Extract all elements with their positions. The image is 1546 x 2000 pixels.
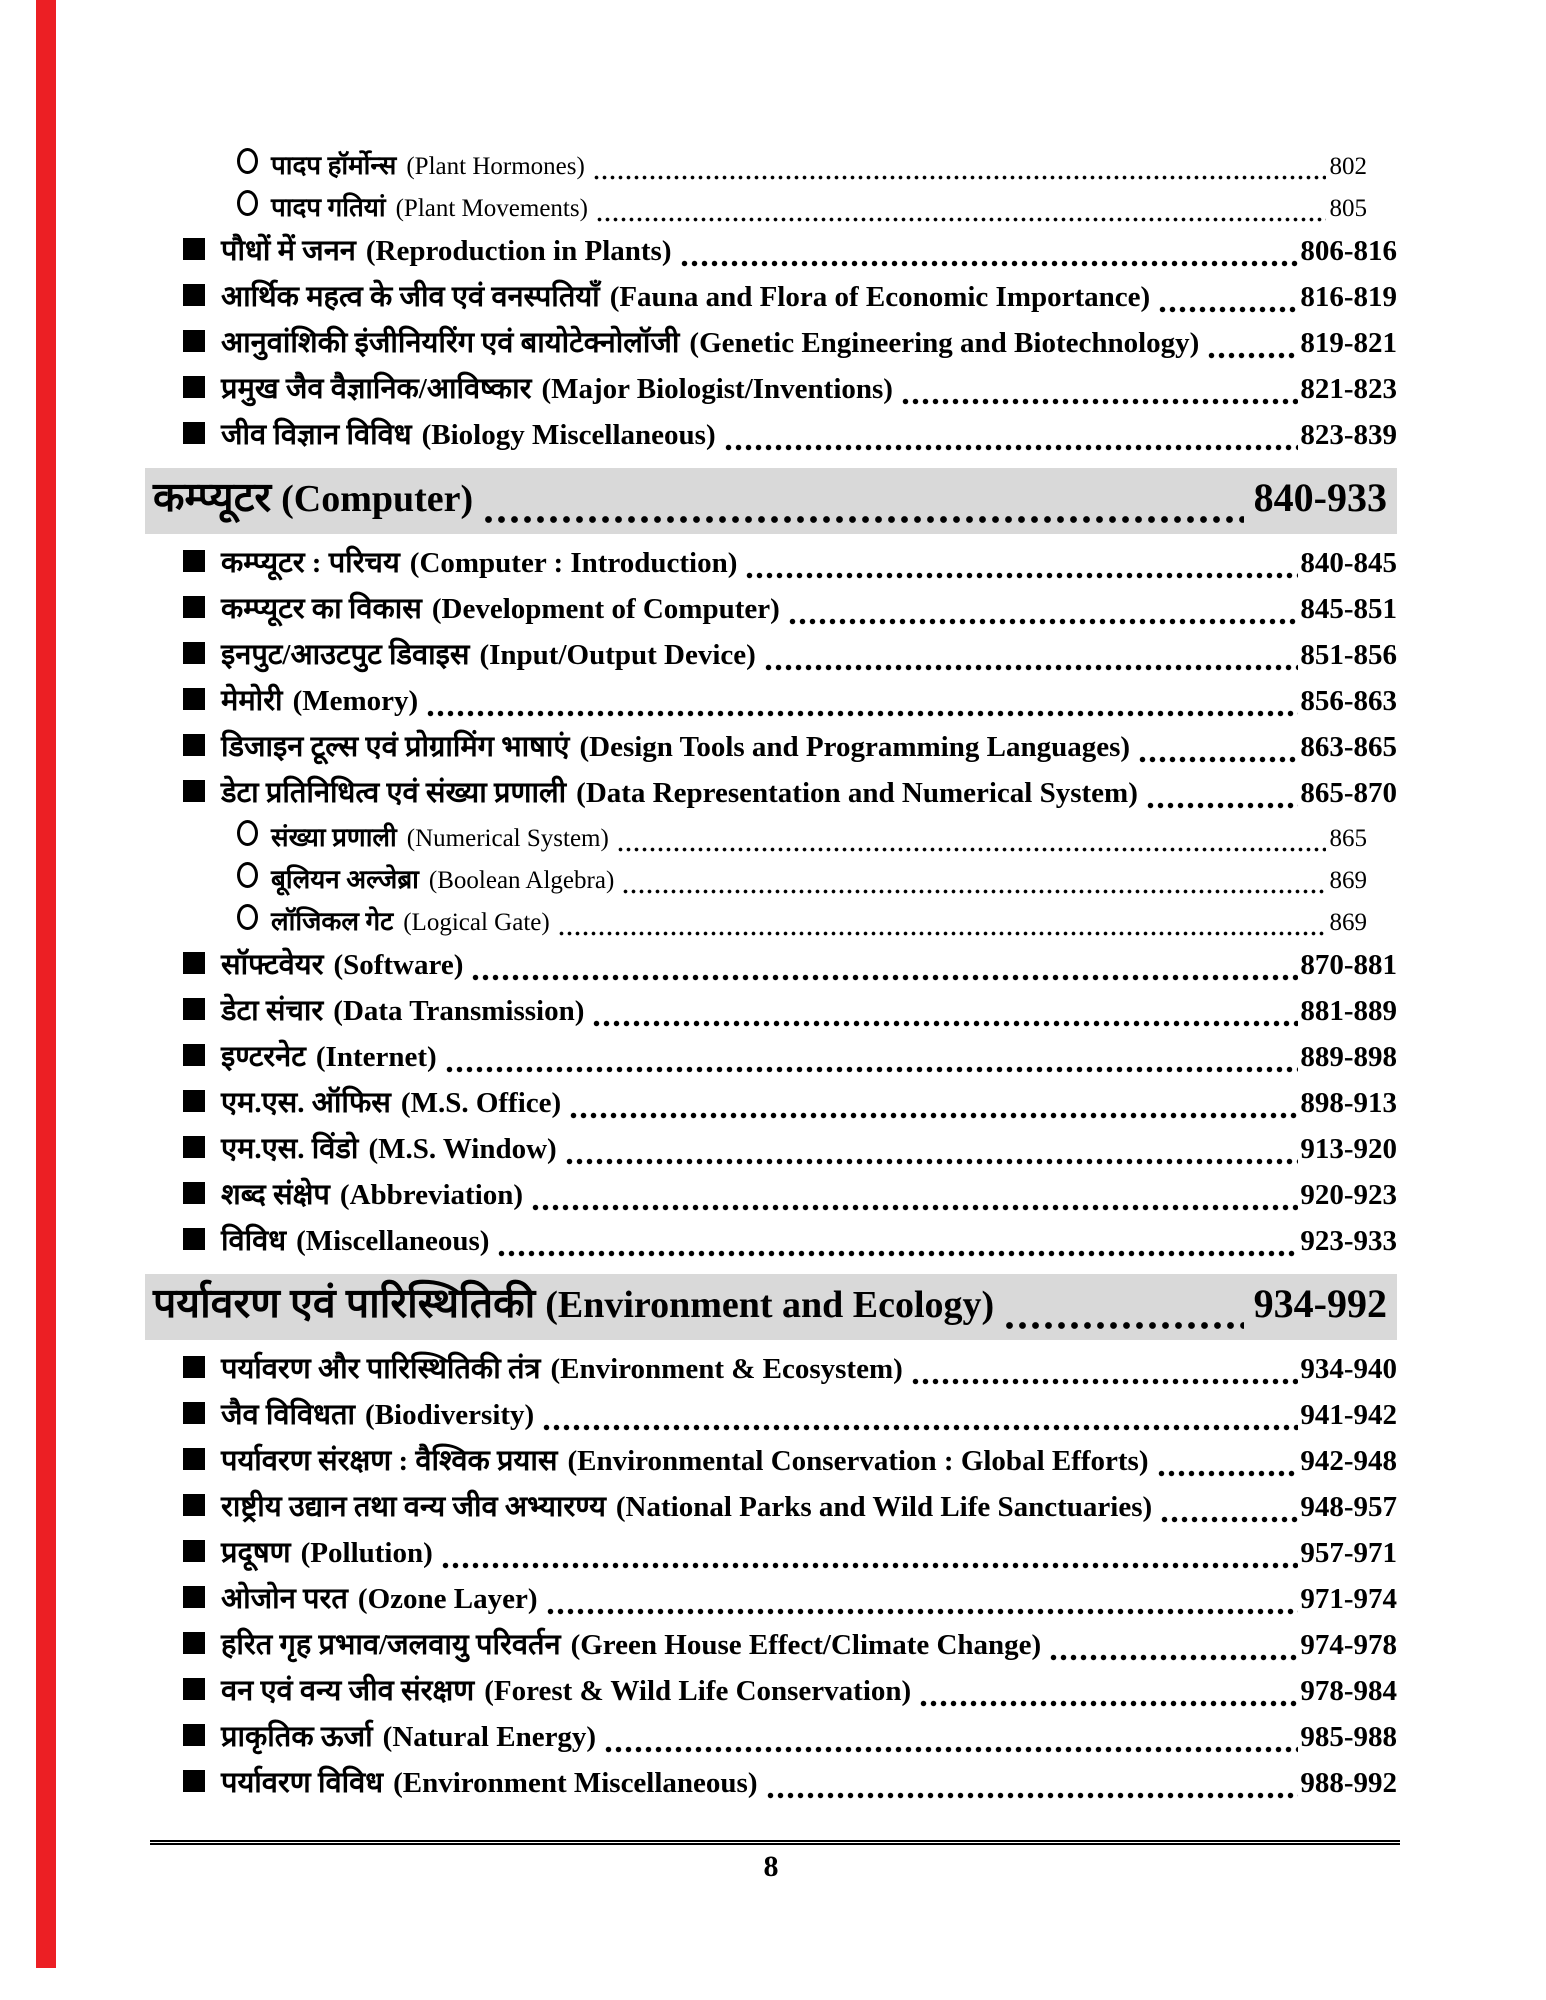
entry-hindi-label: प्रदूषण — [221, 1537, 291, 1569]
entry-page-range: 823-839 — [1300, 419, 1397, 451]
square-bullet-icon — [183, 593, 221, 626]
entry-page-range: 840-933 — [1253, 475, 1387, 520]
dotted-leader — [497, 1249, 1298, 1258]
square-bullet-icon — [183, 1399, 221, 1432]
entry-english-label: (Input/Output Device) — [479, 639, 756, 671]
dotted-leader — [565, 1157, 1299, 1166]
toc-entry-row — [145, 902, 1397, 944]
square-bullet-icon — [183, 777, 221, 810]
entry-hindi-label: डेटा संचार — [221, 995, 324, 1027]
entry-english-label: (Green House Effect/Climate Change) — [570, 1629, 1042, 1661]
footer-rule — [150, 1840, 1400, 1845]
dotted-leader — [766, 1791, 1299, 1800]
entry-hindi-label: कम्प्यूटर का विकास — [221, 593, 422, 625]
entry-page-range: 934-992 — [1253, 1281, 1387, 1326]
toc-entry-row — [145, 1348, 1397, 1394]
entry-page-range: 934-940 — [1300, 1353, 1397, 1385]
dotted-leader — [569, 1111, 1298, 1120]
entry-english-label: (Internet) — [315, 1041, 437, 1073]
entry-hindi-label: सॉफ्टवेयर — [221, 949, 324, 981]
entry-hindi-label: जैव विविधता — [221, 1399, 356, 1431]
toc-entry-row — [145, 368, 1397, 414]
entry-page-range: 819-821 — [1300, 327, 1397, 359]
entry-hindi-label: पर्यावरण एवं पारिस्थितिकी — [153, 1280, 536, 1326]
dotted-leader — [592, 1019, 1298, 1028]
entry-hindi-label: प्रमुख जैव वैज्ञानिक/आविष्कार — [221, 373, 532, 405]
dotted-leader — [919, 1699, 1298, 1708]
entry-hindi-label: विविध — [221, 1225, 287, 1257]
entry-page-range: 923-933 — [1300, 1225, 1397, 1257]
toc-entry-row — [145, 276, 1397, 322]
dotted-leader — [911, 1377, 1299, 1386]
entry-hindi-label: पर्यावरण संरक्षण : वैश्विक प्रयास — [221, 1445, 558, 1477]
entry-page-range: 845-851 — [1300, 593, 1397, 625]
toc-entry-row — [145, 1578, 1397, 1624]
dotted-leader — [680, 259, 1299, 268]
entry-english-label: (Software) — [333, 949, 464, 981]
entry-hindi-label: पर्यावरण और पारिस्थितिकी तंत्र — [221, 1353, 541, 1385]
entry-hindi-label: एम.एस. ऑफिस — [221, 1087, 391, 1119]
square-bullet-icon — [183, 1225, 221, 1258]
entry-page-range: 948-957 — [1300, 1491, 1397, 1523]
entry-english-label: (Memory) — [292, 685, 419, 717]
page-number: 8 — [763, 1850, 779, 1883]
entry-page-range: 941-942 — [1300, 1399, 1397, 1431]
dotted-leader — [483, 514, 1243, 525]
square-bullet-icon — [183, 327, 221, 360]
entry-english-label: (Biodiversity) — [365, 1399, 535, 1431]
toc-entry-row — [145, 1670, 1397, 1716]
toc-entry-row — [145, 146, 1397, 188]
toc-entry-row — [145, 1036, 1397, 1082]
entry-hindi-label: पर्यावरण विविध — [221, 1767, 384, 1799]
entry-english-label: (Major Biologist/Inventions) — [541, 373, 893, 405]
toc-entry-row — [145, 588, 1397, 634]
dotted-leader — [531, 1203, 1298, 1212]
entry-page-range: 978-984 — [1300, 1675, 1397, 1707]
dotted-leader — [542, 1423, 1298, 1432]
entry-english-label: (Natural Energy) — [382, 1721, 597, 1753]
entry-hindi-label: आनुवांशिकी इंजीनियरिंग एवं बायोटेक्नोलॉजी — [221, 327, 680, 359]
square-bullet-icon — [183, 1537, 221, 1570]
dotted-leader — [471, 973, 1298, 982]
square-bullet-icon — [183, 1675, 221, 1708]
entry-page-range: 856-863 — [1300, 685, 1397, 717]
entry-english-label: (M.S. Window) — [368, 1133, 557, 1165]
entry-page-range: 889-898 — [1300, 1041, 1397, 1073]
square-bullet-icon — [183, 1133, 221, 1166]
toc-entry-row — [145, 1762, 1397, 1808]
square-bullet-icon — [183, 1767, 221, 1800]
entry-page-range: 851-856 — [1300, 639, 1397, 671]
square-bullet-icon — [183, 1721, 221, 1754]
circle-bullet-icon — [237, 190, 271, 223]
entry-english-label: (Data Transmission) — [333, 995, 585, 1027]
dotted-leader — [724, 443, 1299, 452]
entry-hindi-label: प्राकृतिक ऊर्जा — [221, 1721, 373, 1753]
square-bullet-icon — [183, 419, 221, 452]
entry-hindi-label: शब्द संक्षेप — [221, 1179, 330, 1211]
square-bullet-icon — [183, 1583, 221, 1616]
toc-entry-row — [145, 1128, 1397, 1174]
square-bullet-icon — [183, 281, 221, 314]
entry-english-label: (National Parks and Wild Life Sanctuaries) — [615, 1491, 1153, 1523]
dotted-leader — [1157, 1469, 1299, 1478]
dotted-leader — [617, 846, 1326, 853]
toc-entry-row — [145, 188, 1397, 230]
square-bullet-icon — [183, 949, 221, 982]
dotted-leader — [745, 571, 1298, 580]
entry-page-range: 971-974 — [1300, 1583, 1397, 1615]
entry-page-range: 806-816 — [1300, 235, 1397, 267]
square-bullet-icon — [183, 235, 221, 268]
entry-hindi-label: डेटा प्रतिनिधित्व एवं संख्या प्रणाली — [221, 777, 567, 809]
toc-entry-row — [145, 1174, 1397, 1220]
dotted-leader — [1207, 351, 1298, 360]
entry-hindi-label: इण्टरनेट — [221, 1041, 306, 1073]
dotted-leader — [901, 397, 1298, 406]
toc-entry-row — [145, 1082, 1397, 1128]
square-bullet-icon — [183, 373, 221, 406]
entry-english-label: (Environment Miscellaneous) — [393, 1767, 758, 1799]
entry-hindi-label: पौधों में जनन — [221, 235, 356, 267]
square-bullet-icon — [183, 639, 221, 672]
entry-english-label: (Environment and Ecology) — [545, 1284, 995, 1326]
dotted-leader — [1049, 1653, 1298, 1662]
square-bullet-icon — [183, 1179, 221, 1212]
toc-entry-row — [145, 1394, 1397, 1440]
entry-page-range: 988-992 — [1300, 1767, 1397, 1799]
square-bullet-icon — [183, 1353, 221, 1386]
dotted-leader — [604, 1745, 1298, 1754]
entry-page-range: 816-819 — [1300, 281, 1397, 313]
entry-page-range: 942-948 — [1300, 1445, 1397, 1477]
entry-english-label: (Biology Miscellaneous) — [421, 419, 716, 451]
entry-hindi-label: पादप गतियां — [271, 193, 386, 222]
entry-page-range: 869 — [1329, 909, 1367, 936]
table-of-contents — [145, 146, 1397, 1808]
entry-hindi-label: लॉजिकल गेट — [271, 907, 394, 936]
entry-english-label: (Data Representation and Numerical System) — [576, 777, 1138, 809]
entry-english-label: (Plant Hormones) — [406, 153, 585, 180]
entry-hindi-label: कम्प्यूटर — [153, 474, 272, 520]
toc-entry-row — [145, 414, 1397, 460]
entry-hindi-label: एम.एस. विंडो — [221, 1133, 359, 1165]
entry-hindi-label: राष्ट्रीय उद्यान तथा वन्य जीव अभ्यारण्य — [221, 1491, 606, 1523]
toc-entry-row — [145, 818, 1397, 860]
dotted-leader — [1146, 801, 1298, 810]
dotted-leader — [426, 709, 1298, 718]
entry-hindi-label: कम्प्यूटर : परिचय — [221, 547, 400, 579]
toc-entry-row — [145, 1532, 1397, 1578]
toc-entry-row — [145, 1624, 1397, 1670]
entry-page-range: 802 — [1329, 153, 1367, 180]
square-bullet-icon — [183, 1491, 221, 1524]
circle-bullet-icon — [237, 904, 271, 937]
entry-hindi-label: बूलियन अल्जेब्रा — [271, 865, 419, 894]
entry-hindi-label: ओजोन परत — [221, 1583, 348, 1615]
entry-english-label: (Ozone Layer) — [357, 1583, 538, 1615]
entry-page-range: 870-881 — [1300, 949, 1397, 981]
entry-page-range: 974-978 — [1300, 1629, 1397, 1661]
entry-english-label: (Miscellaneous) — [296, 1225, 490, 1257]
dotted-leader — [441, 1561, 1299, 1570]
dotted-leader — [622, 888, 1325, 895]
entry-english-label: (Boolean Algebra) — [428, 867, 615, 894]
entry-english-label: (Environment & Ecosystem) — [550, 1353, 903, 1385]
entry-page-range: 805 — [1329, 195, 1367, 222]
entry-english-label: (Development of Computer) — [431, 593, 780, 625]
entry-english-label: (Logical Gate) — [403, 909, 550, 936]
dotted-leader — [764, 663, 1299, 672]
circle-bullet-icon — [237, 148, 271, 181]
entry-page-range: 957-971 — [1300, 1537, 1397, 1569]
toc-entry-row — [145, 634, 1397, 680]
dotted-leader — [546, 1607, 1299, 1616]
entry-page-range: 985-988 — [1300, 1721, 1397, 1753]
entry-hindi-label: पादप हॉर्मोन्स — [271, 151, 397, 180]
dotted-leader — [1158, 305, 1298, 314]
entry-hindi-label: इनपुट/आउटपुट डिवाइस — [221, 639, 470, 671]
entry-hindi-label: संख्या प्रणाली — [271, 823, 397, 852]
entry-english-label: (Computer) — [281, 478, 474, 520]
entry-english-label: (Design Tools and Programming Languages) — [579, 731, 1131, 763]
toc-entry-row — [145, 322, 1397, 368]
entry-hindi-label: डिजाइन टूल्स एवं प्रोग्रामिंग भाषाएं — [221, 731, 570, 763]
entry-page-range: 865 — [1329, 825, 1367, 852]
square-bullet-icon — [183, 1629, 221, 1662]
entry-english-label: (Reproduction in Plants) — [365, 235, 672, 267]
entry-page-range: 821-823 — [1300, 373, 1397, 405]
toc-entry-row — [145, 680, 1397, 726]
entry-hindi-label: आर्थिक महत्व के जीव एवं वनस्पतियाँ — [221, 281, 600, 313]
toc-entry-row — [145, 726, 1397, 772]
entry-hindi-label: वन एवं वन्य जीव संरक्षण — [221, 1675, 475, 1707]
entry-english-label: (Forest & Wild Life Conservation) — [484, 1675, 912, 1707]
red-accent-bar — [36, 0, 56, 1968]
entry-hindi-label: जीव विज्ञान विविध — [221, 419, 412, 451]
dotted-leader — [596, 216, 1326, 223]
entry-hindi-label: हरित गृह प्रभाव/जलवायु परिवर्तन — [221, 1629, 561, 1661]
entry-page-range: 913-920 — [1300, 1133, 1397, 1165]
circle-bullet-icon — [237, 820, 271, 853]
square-bullet-icon — [183, 1087, 221, 1120]
entry-page-range: 920-923 — [1300, 1179, 1397, 1211]
entry-english-label: (M.S. Office) — [400, 1087, 562, 1119]
dotted-leader — [445, 1065, 1299, 1074]
entry-page-range: 869 — [1329, 867, 1367, 894]
entry-page-range: 865-870 — [1300, 777, 1397, 809]
square-bullet-icon — [183, 1041, 221, 1074]
entry-english-label: (Genetic Engineering and Biotechnology) — [689, 327, 1200, 359]
toc-entry-row — [145, 230, 1397, 276]
dotted-leader — [1138, 755, 1298, 764]
square-bullet-icon — [183, 685, 221, 718]
dotted-leader — [1004, 1320, 1243, 1331]
square-bullet-icon — [183, 1445, 221, 1478]
circle-bullet-icon — [237, 862, 271, 895]
toc-entry-row — [145, 772, 1397, 818]
toc-entry-row — [145, 860, 1397, 902]
toc-entry-row — [145, 944, 1397, 990]
toc-entry-row — [145, 1716, 1397, 1762]
entry-page-range: 840-845 — [1300, 547, 1397, 579]
toc-entry-row — [145, 1486, 1397, 1532]
dotted-leader — [593, 174, 1326, 181]
toc-entry-row — [145, 542, 1397, 588]
entry-page-range: 863-865 — [1300, 731, 1397, 763]
entry-page-range: 881-889 — [1300, 995, 1397, 1027]
toc-entry-row — [145, 990, 1397, 1036]
entry-hindi-label: मेमोरी — [221, 685, 283, 717]
entry-page-range: 898-913 — [1300, 1087, 1397, 1119]
section-header-row — [145, 468, 1397, 534]
square-bullet-icon — [183, 995, 221, 1028]
entry-english-label: (Computer : Introduction) — [409, 547, 738, 579]
entry-english-label: (Abbreviation) — [339, 1179, 524, 1211]
toc-entry-row — [145, 1440, 1397, 1486]
square-bullet-icon — [183, 731, 221, 764]
dotted-leader — [558, 930, 1326, 937]
section-header-row — [145, 1274, 1397, 1340]
dotted-leader — [1160, 1515, 1298, 1524]
square-bullet-icon — [183, 547, 221, 580]
entry-english-label: (Numerical System) — [406, 825, 609, 852]
entry-english-label: (Environmental Conservation : Global Efforts) — [567, 1445, 1149, 1477]
entry-english-label: (Plant Movements) — [395, 195, 588, 222]
toc-entry-row — [145, 1220, 1397, 1266]
entry-english-label: (Pollution) — [300, 1537, 433, 1569]
entry-english-label: (Fauna and Flora of Economic Importance) — [609, 281, 1151, 313]
dotted-leader — [788, 617, 1299, 626]
